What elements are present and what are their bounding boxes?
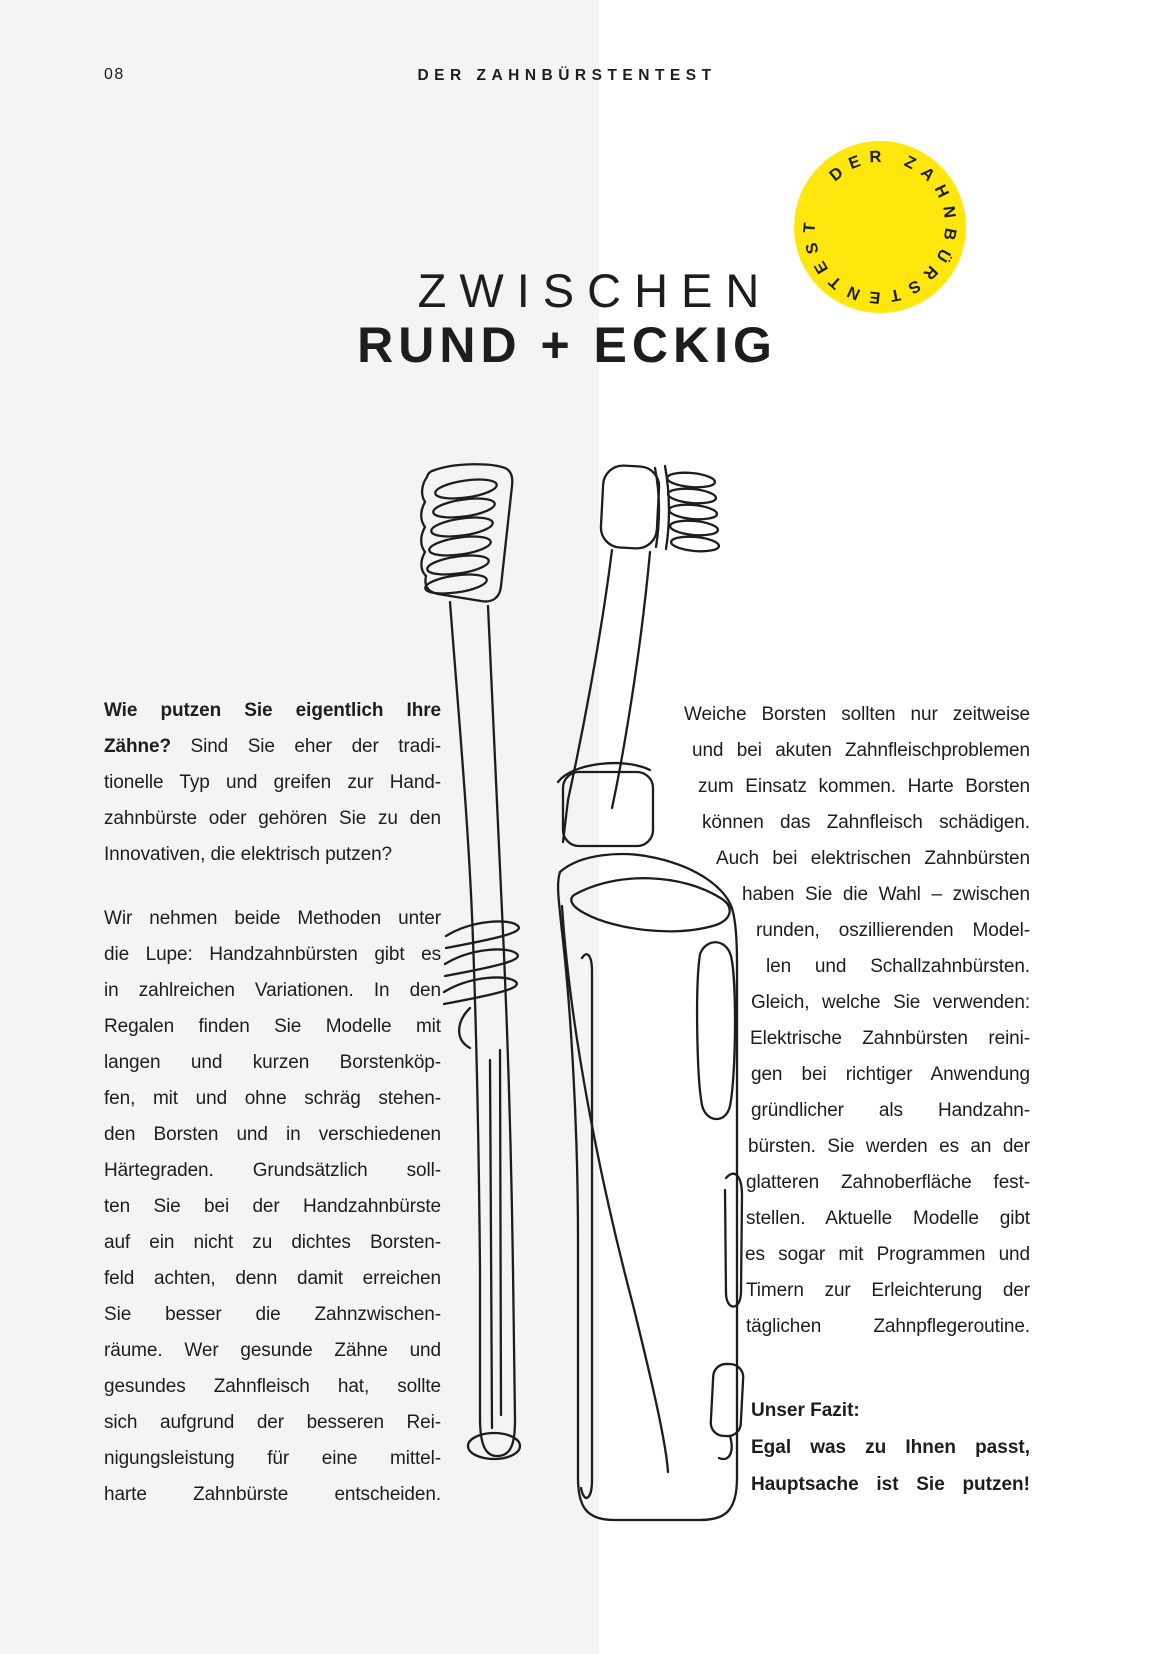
text-line: täglichen Zahnpflegeroutine. xyxy=(746,1316,1030,1337)
text-line: tionelle Typ und greifen zur Hand- xyxy=(104,772,441,793)
text-line: feld achten, denn damit erreichen xyxy=(104,1268,441,1289)
text-line: Auch bei elektrischen Zahnbürsten xyxy=(716,848,1030,869)
text-line: gesundes Zahnfleisch hat, sollte xyxy=(104,1376,441,1397)
page-title-line1: ZWISCHEN xyxy=(417,264,773,317)
conclusion-heading: Unser Fazit: xyxy=(751,1400,860,1421)
badge-circle xyxy=(794,141,966,313)
text-line: stellen. Aktuelle Modelle gibt xyxy=(746,1208,1030,1229)
text-line: die Lupe: Handzahnbürsten gibt es xyxy=(104,944,441,965)
text-line: zahnbürste oder gehören Sie zu den xyxy=(104,808,441,829)
text-line: ten Sie bei der Handzahnbürste xyxy=(104,1196,441,1217)
text-line: können das Zahnfleisch schädigen. xyxy=(702,812,1030,833)
text-line: Sie besser die Zahnzwischen- xyxy=(104,1304,441,1325)
text-line: in zahlreichen Variationen. In den xyxy=(104,980,441,1001)
text-line: sich aufgrund der besseren Rei- xyxy=(104,1412,441,1433)
text-line: glatteren Zahnoberfläche fest- xyxy=(746,1172,1030,1193)
text-line: langen und kurzen Borstenköp- xyxy=(104,1052,441,1073)
text-line: und bei akuten Zahnfleischproblemen xyxy=(692,740,1030,761)
page-title-line2: RUND + ECKIG xyxy=(357,317,777,373)
text-line: zum Einsatz kommen. Harte Borsten xyxy=(698,776,1030,797)
text-line: len und Schallzahnbürsten. xyxy=(766,956,1030,977)
text-line: bürsten. Sie werden es an der xyxy=(748,1136,1030,1157)
text-line: Timern zur Erleichterung der xyxy=(746,1280,1030,1301)
text-line: gen bei richtiger Anwendung xyxy=(751,1064,1030,1085)
text-line: harte Zahnbürste entscheiden. xyxy=(104,1484,441,1505)
right-text-column xyxy=(656,697,1030,1345)
text-line: Zähne? Sind Sie eher der tradi- xyxy=(104,736,441,757)
text-line: Elektrische Zahnbürsten reini- xyxy=(750,1028,1030,1049)
page-number: 08 xyxy=(104,66,125,83)
conclusion-block xyxy=(656,1392,1030,1503)
badge-circular-text: DER ZAHNBÜRSTENTEST xyxy=(800,147,960,307)
text-line: Regalen finden Sie Modelle mit xyxy=(104,1016,441,1037)
text-line: Gleich, welche Sie verwenden: xyxy=(751,992,1030,1013)
text-line: Innovativen, die elektrisch putzen? xyxy=(104,844,393,865)
text-line: runden, oszillierenden Model- xyxy=(756,920,1030,941)
text-line: es sogar mit Programmen und xyxy=(745,1244,1030,1265)
text-line: gründlicher als Handzahn- xyxy=(751,1100,1030,1121)
conclusion-line: Egal was zu Ihnen passt, xyxy=(751,1437,1030,1458)
circular-badge xyxy=(794,141,966,313)
text-line: auf ein nicht zu dichtes Borsten- xyxy=(104,1232,441,1253)
text-line: fen, mit und ohne schräg stehen- xyxy=(104,1088,441,1109)
text-line: den Borsten und in verschiedenen xyxy=(104,1124,441,1145)
text-line: Wir nehmen beide Methoden unter xyxy=(104,908,441,929)
text-line: räume. Wer gesunde Zähne und xyxy=(104,1340,441,1361)
text-line: Wie putzen Sie eigentlich Ihre xyxy=(104,700,441,721)
running-title: DER ZAHNBÜRSTENTEST xyxy=(417,67,717,84)
text-line: Weiche Borsten sollten nur zeitweise xyxy=(684,704,1030,725)
text-line: nigungsleistung für eine mittel- xyxy=(104,1448,441,1469)
left-text-column xyxy=(104,693,441,1513)
text-line: Härtegraden. Grundsätzlich soll- xyxy=(104,1160,441,1181)
text-line: haben Sie die Wahl – zwischen xyxy=(742,884,1030,905)
conclusion-line: Hauptsache ist Sie putzen! xyxy=(751,1474,1030,1495)
